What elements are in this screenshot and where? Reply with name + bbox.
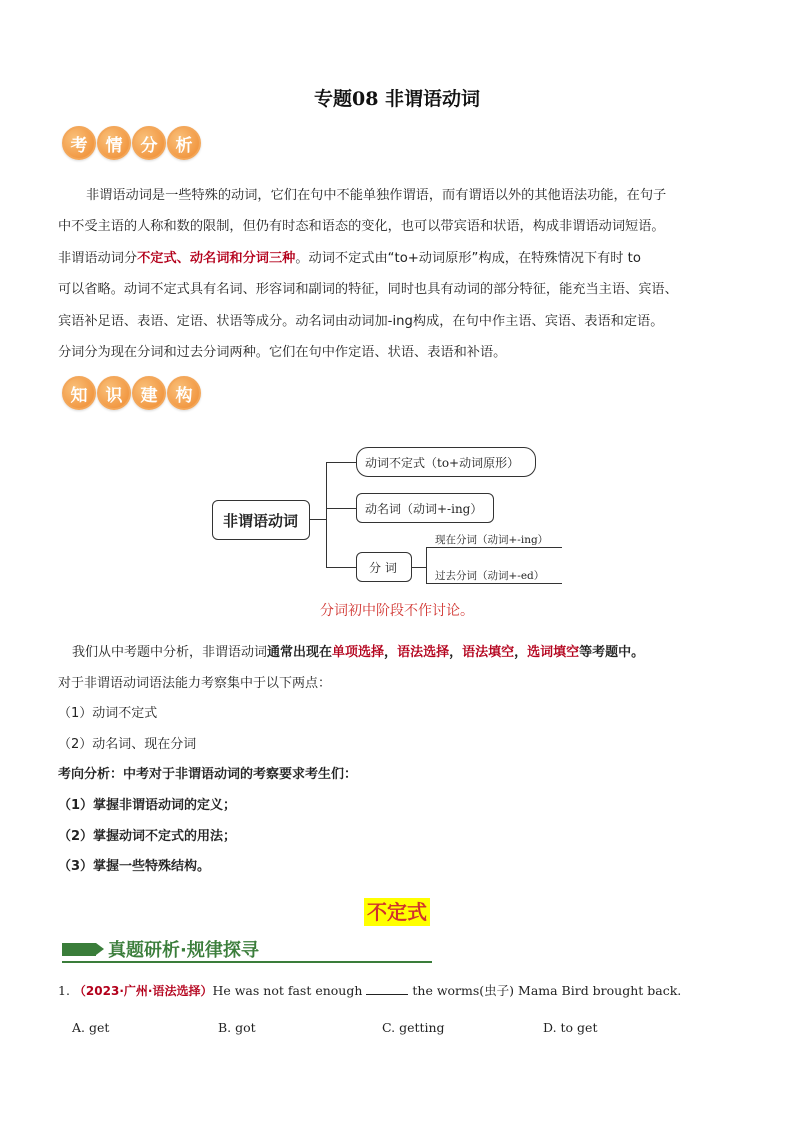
exam-focus: 对于非谓语动词语法能力考察集中于以下两点： <box>58 675 332 691</box>
badge-char: 知 <box>62 376 96 410</box>
intro-line: 非谓语动词是一些特殊的动词，它们在句中不能单独作谓语，而有谓语以外的其他语法功能，在句子 <box>86 188 667 203</box>
exam-analysis <box>58 638 748 883</box>
exam-point: （2）动名词、现在分词 <box>58 736 197 752</box>
question-number: 1. <box>58 983 70 998</box>
intro-line: 分词分为现在分词和过去分词两种。它们在句中作定语、状语、表语和补语。 <box>58 345 507 361</box>
exam-text: 我们从中考题中分析，非谓语动词 <box>72 645 268 660</box>
diagram-branch-gerund: 动名词（动词+-ing） <box>356 493 494 523</box>
option-a[interactable]: A. get <box>72 1020 110 1035</box>
diagram-sub-past: 过去分词（动词+-ed） <box>435 570 545 582</box>
intro-line: 中不受主语的人称和数的限制，但仍有时态和语态的变化，也可以带宾语和状语，构成非谓语动词短语。 <box>58 219 665 235</box>
option-c[interactable]: C. getting <box>382 1020 445 1035</box>
badge-char: 分 <box>132 126 166 160</box>
connector <box>326 462 327 568</box>
diagram-branch-participle: 分 词 <box>356 552 412 582</box>
page-title: 专题08 非谓语动词 <box>313 88 481 110</box>
exam-point: （1）动词不定式 <box>58 706 158 722</box>
intro-paragraph <box>58 180 748 368</box>
exam-sep: ， <box>384 645 398 660</box>
sub-underline <box>426 547 562 548</box>
exam-type: 单项选择 <box>332 645 385 660</box>
banner-arrow-icon <box>96 943 104 955</box>
diagram-branch-infinitive: 动词不定式（to+动词原形） <box>356 447 536 477</box>
option-d[interactable]: D. to get <box>543 1020 598 1035</box>
diagram-sub-present: 现在分词（动词+-ing） <box>435 534 549 546</box>
banner-bar-icon <box>62 943 96 956</box>
connector <box>326 462 356 463</box>
diagram-note: 分词初中阶段不作讨论。 <box>320 603 474 619</box>
exam-requirement: （2）掌握动词不定式的用法； <box>58 828 237 844</box>
intro-highlight: 不定式、动名词和分词三种 <box>137 250 296 266</box>
connector <box>326 567 356 568</box>
exam-requirement: （3）掌握一些特殊结构。 <box>58 859 211 875</box>
knowledge-badge-group <box>62 376 202 410</box>
intro-text: 。动词不定式由“to+动词原形”构成，在特殊情况下有时 to <box>295 250 641 266</box>
badge-char: 识 <box>97 376 131 410</box>
sub-underline <box>426 583 562 584</box>
exam-sep: ， <box>514 645 528 660</box>
badge-char: 析 <box>167 126 201 160</box>
exam-requirement: （1）掌握非谓语动词的定义； <box>58 797 237 813</box>
option-b[interactable]: B. got <box>218 1020 256 1035</box>
intro-text: 非谓语动词分 <box>58 250 138 266</box>
badge-char: 考 <box>62 126 96 160</box>
exam-intro <box>58 638 748 669</box>
intro-line: 宾语补足语、表语、定语、状语等成分。动名词由动词加-ing构成，在句中作主语、宾语、表语和定语。 <box>58 313 664 329</box>
section-heading <box>0 896 794 925</box>
exam-sep: ， <box>449 645 463 660</box>
connector <box>310 519 326 520</box>
exam-type: 选词填空 <box>527 645 580 660</box>
intro-line <box>58 243 748 274</box>
question-text: He was not fast enough <box>212 983 363 998</box>
knowledge-diagram <box>205 442 585 592</box>
exam-type: 语法填空 <box>462 645 515 660</box>
intro-line: 可以省略。动词不定式具有名词、形容词和副词的特征，同时也具有动词的部分特征，能充当主语、宾语、 <box>58 282 678 298</box>
section-heading-text: 不定式 <box>364 898 430 926</box>
question-1 <box>58 981 681 999</box>
answer-blank <box>366 982 408 995</box>
connector <box>412 567 426 568</box>
exam-type: 语法选择 <box>397 645 450 660</box>
connector <box>426 547 427 583</box>
badge-char: 构 <box>167 376 201 410</box>
question-source: （2023·广州·语法选择） <box>73 984 213 998</box>
banner-title: 真题研析·规律探寻 <box>108 940 259 961</box>
badge-char: 建 <box>132 376 166 410</box>
banner-underline <box>62 961 432 963</box>
analysis-badge-group <box>62 126 202 160</box>
exam-text: 通常出现在 <box>267 645 333 660</box>
exam-direction: 考向分析：中考对于非谓语动词的考察要求考生们： <box>58 767 358 783</box>
badge-char: 情 <box>97 126 131 160</box>
connector <box>326 508 356 509</box>
section-banner <box>62 936 432 962</box>
question-text: the worms(虫子) Mama Bird brought back. <box>412 983 682 998</box>
exam-text: 等考题中。 <box>579 645 645 660</box>
diagram-root: 非谓语动词 <box>212 500 310 540</box>
